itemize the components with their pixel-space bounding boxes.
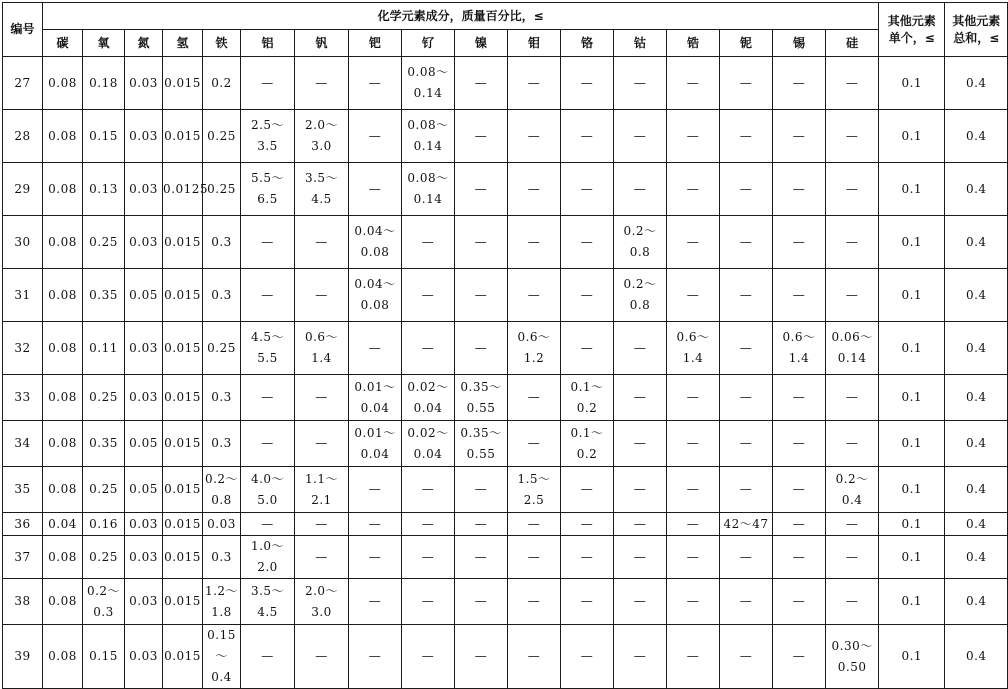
table-cell: —: [667, 216, 720, 269]
table-cell: 3.5～4.5: [295, 163, 349, 216]
table-cell: —: [349, 467, 402, 513]
table-cell: 0.01～ 0.04: [349, 375, 402, 421]
header-element: 钒: [295, 30, 349, 57]
table-cell: 0.6～1.2: [508, 322, 561, 375]
table-cell: 0.25: [203, 322, 241, 375]
table-cell: —: [508, 216, 561, 269]
table-cell: 0.6～1.4: [667, 322, 720, 375]
table-cell: 0.03: [125, 375, 163, 421]
table-cell: —: [508, 625, 561, 689]
table-cell: 0.08: [43, 163, 83, 216]
table-cell: 0.08: [43, 110, 83, 163]
table-row: [3, 579, 1008, 625]
other-total-cell: 0.4: [945, 536, 1008, 579]
table-cell: —: [773, 163, 826, 216]
table-cell: 0.6～1.4: [295, 322, 349, 375]
table-cell: —: [720, 536, 773, 579]
table-row: [3, 216, 1008, 269]
table-cell: —: [508, 421, 561, 467]
table-cell: —: [773, 467, 826, 513]
table-cell: 0.04～ 0.08: [349, 269, 402, 322]
table-cell: 0.0125: [163, 163, 203, 216]
table-cell: 0.11: [83, 322, 125, 375]
table-cell: —: [402, 579, 455, 625]
row-id: 29: [3, 163, 43, 216]
table-cell: —: [826, 216, 879, 269]
table-cell: 0.16: [83, 513, 125, 536]
table-cell: —: [773, 625, 826, 689]
table-cell: —: [402, 536, 455, 579]
table-cell: —: [720, 269, 773, 322]
table-cell: —: [826, 57, 879, 110]
table-cell: —: [720, 163, 773, 216]
table-cell: 0.08: [43, 579, 83, 625]
table-cell: —: [241, 513, 295, 536]
table-cell: —: [295, 269, 349, 322]
table-cell: —: [295, 57, 349, 110]
table-cell: 0.015: [163, 579, 203, 625]
table-cell: —: [773, 110, 826, 163]
other-single-cell: 0.1: [879, 536, 945, 579]
table-cell: 0.18: [83, 57, 125, 110]
table-cell: —: [455, 579, 508, 625]
row-id: 27: [3, 57, 43, 110]
header-element: 硅: [826, 30, 879, 57]
other-total-cell: 0.4: [945, 625, 1008, 689]
header-element: 铬: [561, 30, 614, 57]
table-cell: —: [349, 163, 402, 216]
table-cell: —: [402, 625, 455, 689]
table-cell: —: [455, 467, 508, 513]
table-cell: —: [295, 625, 349, 689]
table-cell: —: [349, 110, 402, 163]
table-cell: —: [561, 269, 614, 322]
table-cell: 0.08: [43, 467, 83, 513]
table-cell: 4.5～5.5: [241, 322, 295, 375]
table-cell: 0.08～ 0.14: [402, 57, 455, 110]
row-id: 33: [3, 375, 43, 421]
header-element: 锡: [773, 30, 826, 57]
composition-table: [2, 2, 1008, 689]
table-cell: —: [295, 216, 349, 269]
table-cell: 0.2: [203, 57, 241, 110]
table-cell: —: [826, 513, 879, 536]
table-cell: —: [614, 322, 667, 375]
table-cell: —: [349, 57, 402, 110]
table-cell: 0.35～ 0.55: [455, 375, 508, 421]
table-cell: —: [295, 536, 349, 579]
other-total-cell: 0.4: [945, 467, 1008, 513]
table-cell: —: [614, 536, 667, 579]
table-cell: 0.02～ 0.04: [402, 421, 455, 467]
other-single-cell: 0.1: [879, 322, 945, 375]
table-cell: 0.015: [163, 57, 203, 110]
table-cell: 0.015: [163, 625, 203, 689]
table-cell: 0.35: [83, 421, 125, 467]
table-cell: —: [667, 579, 720, 625]
table-cell: —: [295, 421, 349, 467]
other-single-cell: 0.1: [879, 579, 945, 625]
header-id: 编号: [3, 3, 43, 57]
row-id: 31: [3, 269, 43, 322]
table-cell: —: [561, 216, 614, 269]
table-cell: 0.13: [83, 163, 125, 216]
other-single-cell: 0.1: [879, 467, 945, 513]
table-cell: —: [508, 57, 561, 110]
header-element: 钯: [349, 30, 402, 57]
table-cell: —: [614, 421, 667, 467]
table-cell: 0.35～ 0.55: [455, 421, 508, 467]
table-cell: —: [455, 163, 508, 216]
header-element: 镍: [455, 30, 508, 57]
table-cell: —: [826, 269, 879, 322]
table-cell: 1.0～2.0: [241, 536, 295, 579]
table-cell: —: [508, 513, 561, 536]
header-row-1: [3, 3, 1008, 30]
header-element: 氧: [83, 30, 125, 57]
table-cell: 0.1～0.2: [561, 421, 614, 467]
table-cell: —: [614, 625, 667, 689]
header-element: 氮: [125, 30, 163, 57]
table-cell: 2.0～ 3.0: [295, 579, 349, 625]
table-row: [3, 467, 1008, 513]
table-cell: —: [455, 57, 508, 110]
table-cell: 0.02～ 0.04: [402, 375, 455, 421]
table-cell: —: [455, 110, 508, 163]
row-id: 36: [3, 513, 43, 536]
header-element: 钴: [614, 30, 667, 57]
table-cell: 0.3: [203, 375, 241, 421]
table-cell: 0.15: [83, 625, 125, 689]
header-element: 碳: [43, 30, 83, 57]
table-cell: —: [241, 625, 295, 689]
header-element: 氢: [163, 30, 203, 57]
table-cell: —: [561, 322, 614, 375]
table-row: [3, 513, 1008, 536]
table-cell: —: [773, 269, 826, 322]
other-total-cell: 0.4: [945, 269, 1008, 322]
other-single-cell: 0.1: [879, 513, 945, 536]
header-other-single: 其他元素 单个，≤: [879, 3, 945, 57]
table-cell: 0.08: [43, 322, 83, 375]
table-cell: 0.2～0.8: [614, 269, 667, 322]
row-id: 38: [3, 579, 43, 625]
table-cell: —: [455, 322, 508, 375]
table-cell: —: [561, 163, 614, 216]
table-cell: 2.5～3.5: [241, 110, 295, 163]
table-cell: 1.5～2.5: [508, 467, 561, 513]
table-cell: 0.08: [43, 216, 83, 269]
table-cell: —: [561, 536, 614, 579]
row-id: 37: [3, 536, 43, 579]
table-cell: —: [826, 536, 879, 579]
table-cell: —: [667, 421, 720, 467]
table-cell: 0.08: [43, 57, 83, 110]
table-cell: 0.015: [163, 269, 203, 322]
table-cell: —: [561, 110, 614, 163]
table-cell: —: [773, 421, 826, 467]
table-cell: —: [508, 110, 561, 163]
table-cell: 0.015: [163, 536, 203, 579]
row-id: 35: [3, 467, 43, 513]
table-cell: —: [826, 579, 879, 625]
table-cell: 0.15～ 0.4: [203, 625, 241, 689]
table-cell: 5.5～6.5: [241, 163, 295, 216]
table-cell: —: [667, 625, 720, 689]
header-element: 钌: [402, 30, 455, 57]
table-cell: 0.015: [163, 467, 203, 513]
other-single-cell: 0.1: [879, 421, 945, 467]
table-cell: —: [508, 163, 561, 216]
table-cell: 0.05: [125, 467, 163, 513]
table-cell: —: [614, 163, 667, 216]
table-cell: —: [295, 513, 349, 536]
table-cell: —: [614, 513, 667, 536]
table-cell: 0.03: [125, 513, 163, 536]
other-single-cell: 0.1: [879, 163, 945, 216]
row-id: 39: [3, 625, 43, 689]
table-row: [3, 322, 1008, 375]
table-cell: 0.03: [125, 57, 163, 110]
table-cell: 0.08: [43, 269, 83, 322]
table-cell: —: [720, 467, 773, 513]
table-cell: 0.06～ 0.14: [826, 322, 879, 375]
other-single-cell: 0.1: [879, 57, 945, 110]
table-cell: —: [720, 216, 773, 269]
table-cell: 0.03: [125, 536, 163, 579]
table-cell: —: [508, 269, 561, 322]
table-cell: 0.3: [203, 269, 241, 322]
table-cell: —: [455, 216, 508, 269]
table-row: [3, 57, 1008, 110]
table-cell: —: [720, 375, 773, 421]
table-cell: —: [241, 216, 295, 269]
table-cell: —: [349, 513, 402, 536]
table-cell: —: [667, 110, 720, 163]
table-cell: —: [241, 375, 295, 421]
table-cell: 0.08: [43, 421, 83, 467]
table-cell: 0.08～ 0.14: [402, 110, 455, 163]
table-cell: —: [455, 513, 508, 536]
table-cell: 3.5～ 4.5: [241, 579, 295, 625]
table-cell: —: [773, 513, 826, 536]
table-cell: —: [295, 375, 349, 421]
other-single-cell: 0.1: [879, 375, 945, 421]
table-cell: 1.1～2.1: [295, 467, 349, 513]
row-id: 28: [3, 110, 43, 163]
table-cell: —: [402, 513, 455, 536]
table-cell: 0.015: [163, 421, 203, 467]
table-cell: 0.04～ 0.08: [349, 216, 402, 269]
table-cell: 42～47: [720, 513, 773, 536]
table-cell: 0.08: [43, 536, 83, 579]
table-cell: 0.08～ 0.14: [402, 163, 455, 216]
table-cell: —: [241, 57, 295, 110]
table-cell: 0.35: [83, 269, 125, 322]
table-cell: 0.25: [83, 216, 125, 269]
other-total-cell: 0.4: [945, 579, 1008, 625]
other-total-cell: 0.4: [945, 513, 1008, 536]
table-cell: 0.15: [83, 110, 125, 163]
table-cell: 0.25: [203, 163, 241, 216]
table-cell: —: [667, 467, 720, 513]
header-group: 化学元素成分，质量百分比，≤: [43, 3, 879, 30]
table-row: [3, 163, 1008, 216]
table-row: [3, 625, 1008, 689]
table-cell: —: [402, 322, 455, 375]
table-cell: 2.0～3.0: [295, 110, 349, 163]
table-cell: 0.08: [43, 625, 83, 689]
table-cell: —: [720, 57, 773, 110]
table-cell: —: [561, 57, 614, 110]
table-cell: 0.05: [125, 269, 163, 322]
table-cell: —: [826, 163, 879, 216]
table-cell: 0.25: [83, 536, 125, 579]
table-cell: —: [773, 375, 826, 421]
other-single-cell: 0.1: [879, 110, 945, 163]
table-cell: 1.2～ 1.8: [203, 579, 241, 625]
table-row: [3, 110, 1008, 163]
table-cell: 0.03: [125, 579, 163, 625]
table-cell: —: [614, 467, 667, 513]
table-cell: —: [241, 421, 295, 467]
table-cell: —: [614, 57, 667, 110]
header-element: 铁: [203, 30, 241, 57]
table-row: [3, 269, 1008, 322]
other-total-cell: 0.4: [945, 163, 1008, 216]
other-single-cell: 0.1: [879, 625, 945, 689]
table-cell: 0.1～0.2: [561, 375, 614, 421]
header-element: 锆: [667, 30, 720, 57]
table-cell: 0.2～0.8: [614, 216, 667, 269]
header-element: 钼: [508, 30, 561, 57]
table-cell: —: [720, 421, 773, 467]
table-cell: —: [614, 375, 667, 421]
table-cell: —: [667, 269, 720, 322]
header-row-2: [3, 30, 1008, 57]
table-cell: —: [349, 625, 402, 689]
table-cell: —: [614, 110, 667, 163]
header-element: 铝: [241, 30, 295, 57]
table-cell: —: [720, 625, 773, 689]
table-row: [3, 421, 1008, 467]
table-cell: 0.015: [163, 110, 203, 163]
table-cell: 0.015: [163, 216, 203, 269]
other-total-cell: 0.4: [945, 216, 1008, 269]
table-cell: —: [508, 536, 561, 579]
table-cell: —: [349, 579, 402, 625]
table-cell: 0.03: [125, 216, 163, 269]
other-single-cell: 0.1: [879, 269, 945, 322]
table-cell: 0.05: [125, 421, 163, 467]
table-cell: —: [455, 536, 508, 579]
table-cell: —: [773, 536, 826, 579]
table-body: [3, 57, 1008, 689]
table-cell: —: [826, 375, 879, 421]
table-cell: 0.03: [125, 163, 163, 216]
other-single-cell: 0.1: [879, 216, 945, 269]
table-cell: —: [349, 536, 402, 579]
table-cell: —: [508, 579, 561, 625]
table-cell: —: [561, 513, 614, 536]
table-cell: 0.3: [203, 536, 241, 579]
table-cell: 0.03: [125, 625, 163, 689]
table-cell: —: [667, 163, 720, 216]
table-cell: —: [402, 467, 455, 513]
table-cell: —: [720, 579, 773, 625]
table-cell: 0.30～ 0.50: [826, 625, 879, 689]
table-cell: 0.03: [125, 110, 163, 163]
header-other-total: 其他元素 总和，≤: [945, 3, 1008, 57]
other-total-cell: 0.4: [945, 57, 1008, 110]
table-cell: —: [455, 269, 508, 322]
table-cell: 0.08: [43, 375, 83, 421]
table-cell: —: [508, 375, 561, 421]
table-cell: —: [561, 625, 614, 689]
table-cell: 0.25: [203, 110, 241, 163]
row-id: 34: [3, 421, 43, 467]
table-row: [3, 536, 1008, 579]
row-id: 32: [3, 322, 43, 375]
table-cell: 0.01～ 0.04: [349, 421, 402, 467]
table-cell: —: [455, 625, 508, 689]
table-cell: 4.0～5.0: [241, 467, 295, 513]
table-row: [3, 375, 1008, 421]
table-cell: —: [667, 513, 720, 536]
table-cell: —: [402, 216, 455, 269]
table-cell: —: [561, 467, 614, 513]
other-total-cell: 0.4: [945, 110, 1008, 163]
table-cell: —: [349, 322, 402, 375]
table-cell: —: [720, 322, 773, 375]
table-cell: 0.25: [83, 375, 125, 421]
table-cell: —: [773, 216, 826, 269]
other-total-cell: 0.4: [945, 322, 1008, 375]
table-cell: 0.6～1.4: [773, 322, 826, 375]
table-cell: —: [826, 421, 879, 467]
table-cell: 0.2～ 0.8: [203, 467, 241, 513]
table-cell: —: [720, 110, 773, 163]
table-cell: —: [614, 579, 667, 625]
other-total-cell: 0.4: [945, 375, 1008, 421]
table-cell: —: [241, 269, 295, 322]
table-cell: 0.03: [203, 513, 241, 536]
header-element: 铌: [720, 30, 773, 57]
table-cell: —: [667, 57, 720, 110]
table-cell: 0.25: [83, 467, 125, 513]
table-cell: 0.3: [203, 421, 241, 467]
table-cell: 0.015: [163, 513, 203, 536]
table-cell: —: [667, 536, 720, 579]
table-cell: 0.015: [163, 322, 203, 375]
table-cell: 0.03: [125, 322, 163, 375]
table-cell: —: [773, 57, 826, 110]
table-cell: —: [773, 579, 826, 625]
table-cell: —: [667, 375, 720, 421]
table-cell: 0.04: [43, 513, 83, 536]
other-total-cell: 0.4: [945, 421, 1008, 467]
table-cell: —: [561, 579, 614, 625]
table-cell: 0.2～0.4: [826, 467, 879, 513]
row-id: 30: [3, 216, 43, 269]
table-cell: 0.3: [203, 216, 241, 269]
table-cell: —: [826, 110, 879, 163]
table-cell: 0.2～ 0.3: [83, 579, 125, 625]
table-cell: 0.015: [163, 375, 203, 421]
table-cell: —: [402, 269, 455, 322]
